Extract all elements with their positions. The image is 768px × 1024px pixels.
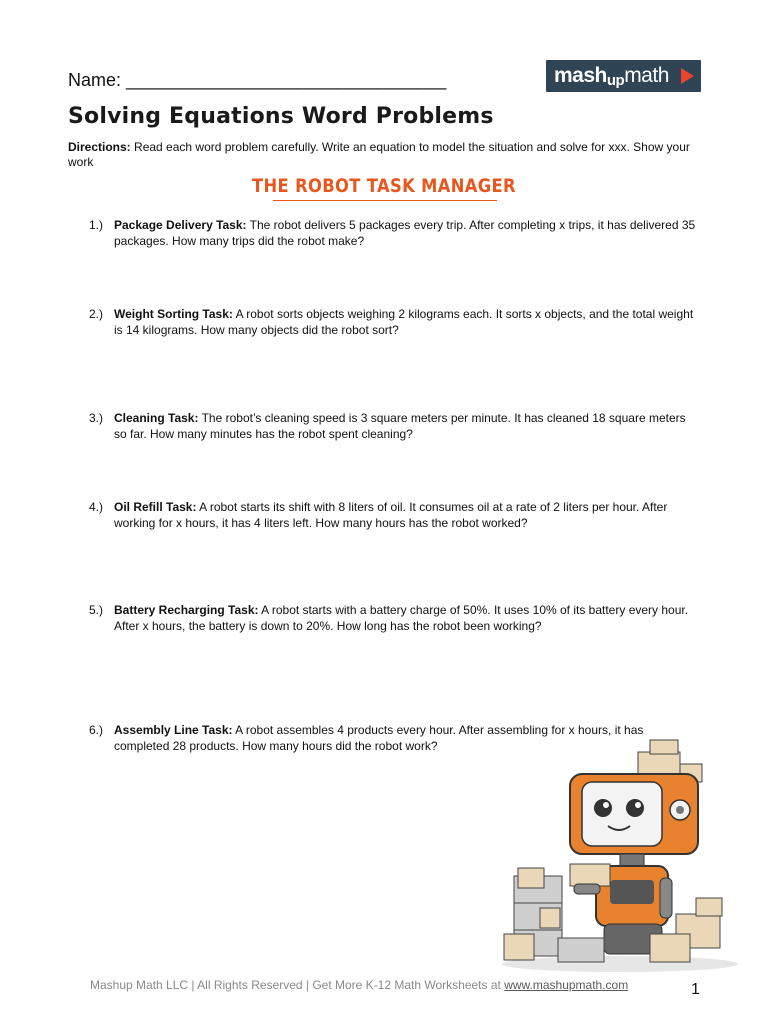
- problem-number: 4.): [89, 500, 104, 514]
- play-icon: [681, 68, 694, 84]
- logo-wordmark: mashupmath: [554, 64, 669, 89]
- problem-text: A robot starts its shift with 8 liters of oil. It consumes oil at a rate of 2 liters per hour. After working for x hours, it has 4 liters left. How many hours has the robot worked?: [114, 500, 668, 530]
- problem-4: [89, 499, 699, 531]
- problem-label: Battery Recharging Task:: [114, 603, 259, 617]
- problem-number: 1.): [89, 218, 104, 232]
- problem-label: Weight Sorting Task:: [114, 307, 233, 321]
- problem-number: 3.): [89, 411, 104, 425]
- page-number: 1: [691, 981, 700, 998]
- directions: [68, 140, 708, 170]
- problem-number: 2.): [89, 307, 104, 321]
- footer-text: Mashup Math LLC | All Rights Reserved | Get More K-12 Math Worksheets at: [90, 978, 505, 992]
- problem-5: [89, 602, 699, 634]
- footer-link[interactable]: www.mashupmath.com: [504, 978, 629, 992]
- robot-illustration: [500, 738, 740, 973]
- problem-text: The robot’s cleaning speed is 3 square meters per minute. It has cleaned 18 square meters so far. How many minutes has the robot spent cleaning?: [114, 411, 686, 441]
- problem-3: [89, 410, 699, 442]
- problem-1: [89, 217, 699, 249]
- problem-label: Cleaning Task:: [114, 411, 199, 425]
- directions-text: Read each word problem carefully. Write an equation to model the situation and solve for xxx. Show your work: [68, 140, 690, 169]
- page-title: Solving Equations Word Problems: [68, 104, 494, 129]
- problem-number: 6.): [89, 723, 104, 737]
- problem-label: Package Delivery Task:: [114, 218, 247, 232]
- footer: [90, 978, 628, 992]
- problem-text: The robot delivers 5 packages every trip. After completing x trips, it has delivered 35 packages. How many trips did the robot make?: [114, 218, 696, 248]
- problem-2: [89, 306, 699, 338]
- problem-text: A robot starts with a battery charge of 50%. It uses 10% of its battery every hour. After x hours, the battery is down to 20%. How long has the robot been working?: [114, 603, 689, 633]
- problem-text: A robot sorts objects weighing 2 kilograms each. It sorts x objects, and the total weight is 14 kilograms. How many objects did the robot sort?: [114, 307, 694, 337]
- directions-label: Directions:: [68, 140, 131, 154]
- problem-label: Assembly Line Task:: [114, 723, 233, 737]
- name-field-label: Name: ________________________________: [68, 70, 447, 90]
- problem-text: A robot assembles 4 products every hour. After assembling for x hours, it has completed 28 products. How many hours did the robot work?: [114, 723, 644, 753]
- banner-underline: [273, 200, 497, 201]
- mashup-math-logo: [546, 60, 701, 92]
- problem-number: 5.): [89, 603, 104, 617]
- problem-label: Oil Refill Task:: [114, 500, 197, 514]
- section-banner: THE ROBOT TASK MANAGER: [252, 175, 516, 197]
